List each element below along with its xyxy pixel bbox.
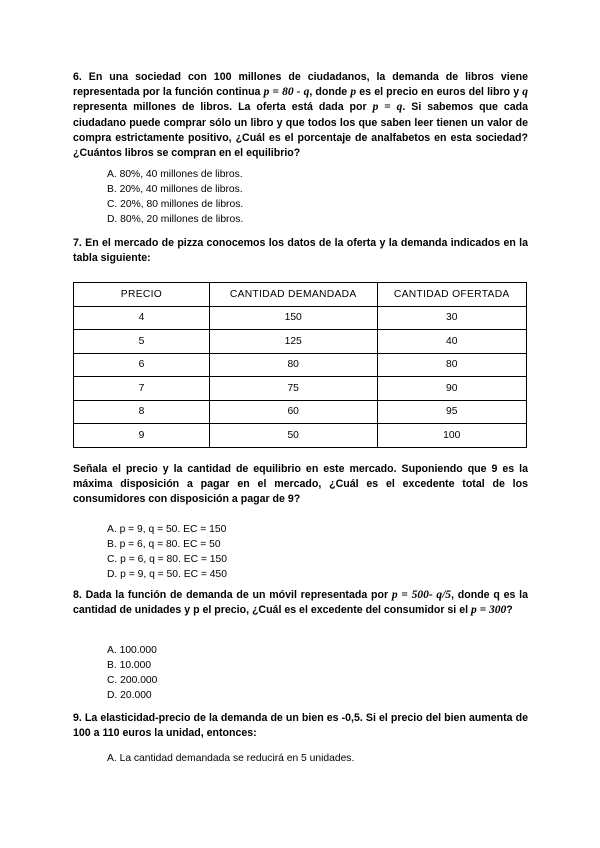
question-6-options xyxy=(107,167,243,227)
question-8-text xyxy=(73,588,528,618)
q6-var-q: q xyxy=(522,86,529,99)
option-a: A. 80%, 40 millones de libros. xyxy=(107,169,243,180)
q6-text-part: . Si sabemos que cada ciudadano puede comprar sólo un libro y que todos los que saben leer tienen un valor de compra estrictamente positivo, ¿Cuál es el porcentaje de analfabetos en esta sociedad? ¿Cuántos libros se compran en el equilibrio? xyxy=(73,101,529,160)
option-c: C. 20%, 80 millones de libros. xyxy=(107,199,244,210)
cell-precio: 9 xyxy=(74,424,210,448)
cell-ofertada: 30 xyxy=(377,306,527,330)
cell-precio: 6 xyxy=(74,353,210,377)
table-header-row xyxy=(74,283,527,307)
pizza-market-table xyxy=(73,282,527,448)
option-c: C. 200.000 xyxy=(107,675,158,686)
q8-formula-price: p = 300 xyxy=(470,604,507,617)
option-b: B. 20%, 40 millones de libros. xyxy=(107,184,243,195)
cell-demandada: 75 xyxy=(209,377,377,401)
q6-text-part: , donde xyxy=(309,86,351,99)
header-cantidad-ofertada: CANTIDAD OFERTADA xyxy=(377,283,527,307)
table-row xyxy=(74,424,527,448)
q6-text-part: 6. En una sociedad con 100 millones de ciudadanos, la demanda de libros viene representada por la función continua xyxy=(73,71,528,99)
cell-ofertada: 100 xyxy=(377,424,527,448)
cell-precio: 4 xyxy=(74,306,210,330)
option-b: B. 10.000 xyxy=(107,660,152,671)
cell-precio: 5 xyxy=(74,330,210,354)
cell-precio: 7 xyxy=(74,377,210,401)
option-d: D. 20.000 xyxy=(107,690,152,701)
header-cantidad-demandada: CANTIDAD DEMANDADA xyxy=(209,283,377,307)
question-9-text: 9. La elasticidad-precio de la demanda de un bien es -0,5. Si el precio del bien aumenta de 100 a 110 euros la unidad, entonces: xyxy=(73,712,528,740)
cell-demandada: 60 xyxy=(209,400,377,424)
q6-formula-supply: p = q xyxy=(372,101,403,114)
question-7-options xyxy=(107,522,227,582)
table-row xyxy=(74,400,527,424)
header-precio: PRECIO xyxy=(74,283,210,307)
q6-text-part: representa millones de libros. La oferta está dada por xyxy=(73,101,373,114)
table-row xyxy=(74,377,527,401)
q6-text-part: es el precio en euros del libro y xyxy=(356,86,523,99)
cell-ofertada: 80 xyxy=(377,353,527,377)
q8-text-part: ? xyxy=(506,604,513,617)
q8-text-part: 8. Dada la función de demanda de un móvil representada por xyxy=(73,589,392,601)
cell-ofertada: 95 xyxy=(377,400,527,424)
cell-demandada: 150 xyxy=(209,306,377,330)
option-a: A. p = 9, q = 50. EC = 150 xyxy=(107,524,227,535)
cell-demandada: 50 xyxy=(209,424,377,448)
option-c: C. p = 6, q = 80. EC = 150 xyxy=(107,554,227,565)
cell-demandada: 80 xyxy=(209,353,377,377)
cell-ofertada: 40 xyxy=(377,330,527,354)
cell-demandada: 125 xyxy=(209,330,377,354)
q6-formula-demand: p = 80 - q xyxy=(263,86,310,99)
question-9-options xyxy=(107,751,354,766)
q8-text-part: , donde q es la cantidad de unidades y p el precio, ¿Cuál es el excedente del consumidor si el xyxy=(73,589,528,617)
question-8-options xyxy=(107,643,157,703)
table-row xyxy=(74,330,527,354)
table-row xyxy=(74,353,527,377)
q8-formula-demand: p = 500- q/5 xyxy=(391,589,452,601)
question-7-followup: Señala el precio y la cantidad de equilibrio en este mercado. Suponiendo que 9 es la máxima disposición a pagar en el mercado, ¿Cuál es el excedente total de los consumidores con disposición a pagar de 9? xyxy=(73,463,528,506)
q6-var-p: p xyxy=(350,86,357,99)
option-d: D. 80%, 20 millones de libros. xyxy=(107,214,244,225)
option-d: D. p = 9, q = 50. EC = 450 xyxy=(107,569,227,580)
cell-precio: 8 xyxy=(74,400,210,424)
option-b: B. p = 6, q = 80. EC = 50 xyxy=(107,539,221,550)
cell-ofertada: 90 xyxy=(377,377,527,401)
table-row xyxy=(74,306,527,330)
option-a: A. La cantidad demandada se reducirá en 5 unidades. xyxy=(107,753,355,764)
option-a: A. 100.000 xyxy=(107,645,157,656)
question-7-text: 7. En el mercado de pizza conocemos los datos de la oferta y la demanda indicados en la tabla siguiente: xyxy=(73,237,528,265)
question-6-text xyxy=(73,70,528,161)
